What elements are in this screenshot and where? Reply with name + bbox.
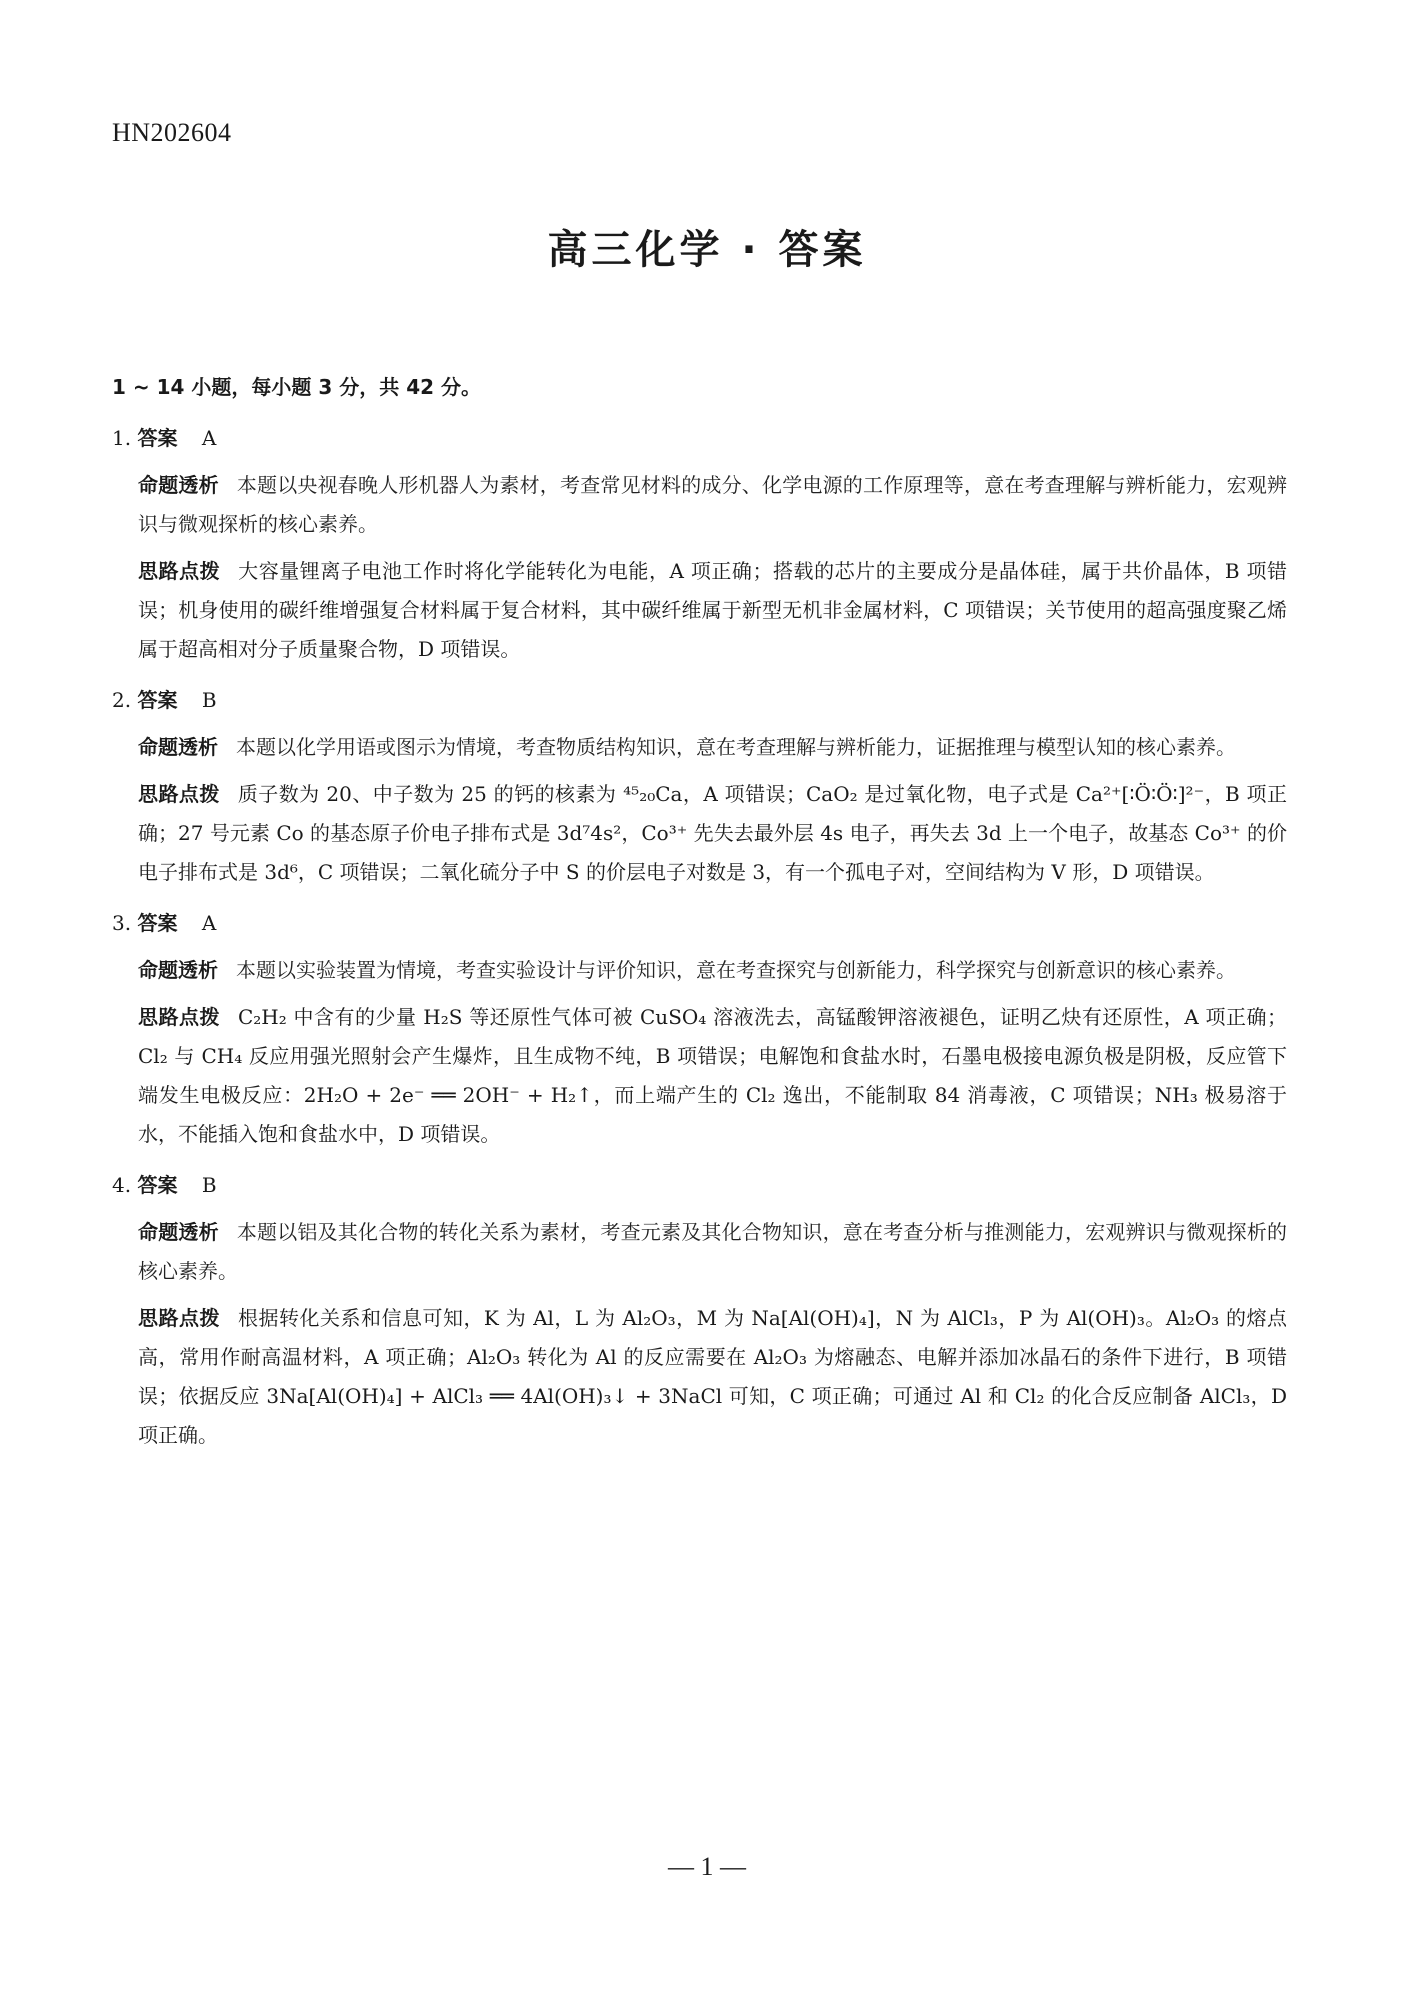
question-1 — [112, 419, 1287, 669]
answer-value: B — [201, 688, 217, 712]
question-2 — [112, 681, 1287, 892]
analysis-paragraph — [112, 998, 1287, 1154]
intent-text: 本题以实验装置为情境，考查实验设计与评价知识，意在考查探究与创新能力，科学探究与创新意识的核心素养。 — [236, 958, 1236, 982]
question-header — [112, 904, 1287, 943]
question-number: 3. — [112, 911, 132, 935]
document-code: HN202604 — [112, 118, 232, 147]
analysis-paragraph — [112, 1299, 1287, 1455]
intent-label: 命题透析 — [138, 473, 219, 497]
answer-content — [112, 368, 1287, 1455]
intent-paragraph — [112, 728, 1287, 767]
page-title: 高三化学 · 答案 — [547, 227, 867, 273]
intent-text: 本题以铝及其化合物的转化关系为素材，考查元素及其化合物知识，意在考查分析与推测能力，宏观辨识与微观探析的核心素养。 — [138, 1220, 1288, 1283]
answer-value: A — [201, 911, 217, 935]
question-header — [112, 419, 1287, 458]
question-number: 4. — [112, 1173, 132, 1197]
question-4 — [112, 1166, 1287, 1455]
analysis-label: 思路点拨 — [138, 559, 221, 583]
analysis-paragraph — [112, 552, 1287, 669]
page-number: — 1 — — [668, 1852, 746, 1881]
intent-text: 本题以央视春晚人形机器人为素材，考查常见材料的成分、化学电源的工作原理等，意在考查理解与辨析能力，宏观辨识与微观探析的核心素养。 — [138, 473, 1288, 536]
analysis-label: 思路点拨 — [138, 1005, 220, 1029]
answer-label: 答案 — [137, 688, 178, 712]
analysis-text: 根据转化关系和信息可知，K 为 Al，L 为 Al₂O₃，M 为 Na[Al(OH)₄]，N 为 AlCl₃，P 为 Al(OH)₃。Al₂O₃ 的熔点高，常用作耐高温材料，A 项正确；Al₂O₃ 转化为 Al 的反应需要在 Al₂O₃ 为熔融态、电解并添加冰晶石的条件下进行，B 项错误；依据反应 3Na[Al(OH)₄] + AlCl₃ ══ 4Al(OH)₃↓ + 3NaCl 可知，C 项正确；可通过 Al 和 Cl₂ 的化合反应制备 AlCl₃，D 项正确。 — [138, 1306, 1287, 1447]
analysis-label: 思路点拨 — [138, 782, 220, 806]
answer-label: 答案 — [137, 1173, 178, 1197]
analysis-text: 质子数为 20、中子数为 25 的钙的核素为 ⁴⁵₂₀Ca，A 项错误；CaO₂ 是过氧化物，电子式是 Ca²⁺[∶Ö∶Ö∶]²⁻，B 项正确；27 号元素 Co 的基态原子价电子排布式是 3d⁷4s²，Co³⁺ 先失去最外层 4s 电子，再失去 3d 上一个电子，故基态 Co³⁺ 的价电子排布式是 3d⁶，C 项错误；二氧化硫分子中 S 的价层电子对数是 3，有一个孤电子对，空间结构为 V 形，D 项错误。 — [138, 782, 1287, 884]
intent-paragraph — [112, 951, 1287, 990]
question-header — [112, 681, 1287, 720]
analysis-text: 大容量锂离子电池工作时将化学能转化为电能，A 项正确；搭载的芯片的主要成分是晶体硅，属于共价晶体，B 项错误；机身使用的碳纤维增强复合材料属于复合材料，其中碳纤维属于新型无机非金属材料，C 项错误；关节使用的超高强度聚乙烯属于超高相对分子质量聚合物，D 项错误。 — [138, 559, 1288, 661]
analysis-label: 思路点拨 — [138, 1306, 220, 1330]
analysis-text: C₂H₂ 中含有的少量 H₂S 等还原性气体可被 CuSO₄ 溶液洗去，高锰酸钾溶液褪色，证明乙炔有还原性，A 项正确；Cl₂ 与 CH₄ 反应用强光照射会产生爆炸，且生成物不纯，B 项错误；电解饱和食盐水时，石墨电极接电源负极是阴极，反应管下端发生电极反应：2H₂O + 2e⁻ ══ 2OH⁻ + H₂↑，而上端产生的 Cl₂ 逸出，不能制取 84 消毒液，C 项错误；NH₃ 极易溶于水，不能插入饱和食盐水中，D 项错误。 — [138, 1005, 1288, 1146]
answer-label: 答案 — [137, 426, 178, 450]
intent-paragraph — [112, 466, 1287, 544]
intent-label: 命题透析 — [138, 735, 218, 759]
question-number: 1. — [112, 426, 132, 450]
answer-value: A — [201, 426, 217, 450]
question-3 — [112, 904, 1287, 1154]
question-number: 2. — [112, 688, 132, 712]
question-header — [112, 1166, 1287, 1205]
intent-label: 命题透析 — [138, 1220, 219, 1244]
intent-paragraph — [112, 1213, 1287, 1291]
intent-text: 本题以化学用语或图示为情境，考查物质结构知识，意在考查理解与辨析能力，证据推理与模型认知的核心素养。 — [236, 735, 1236, 759]
score-note: 1 ~ 14 小题，每小题 3 分，共 42 分。 — [112, 375, 481, 399]
analysis-paragraph — [112, 775, 1287, 892]
answer-value: B — [201, 1173, 217, 1197]
intent-label: 命题透析 — [138, 958, 218, 982]
answer-label: 答案 — [137, 911, 178, 935]
